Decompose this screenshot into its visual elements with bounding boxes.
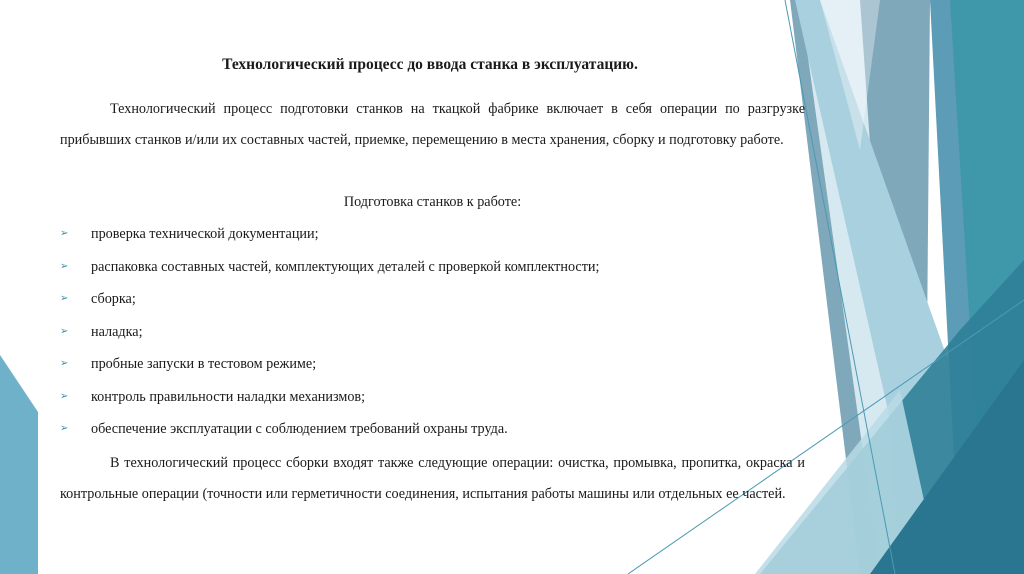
- list-item-text: сборка;: [91, 291, 136, 307]
- section-subtitle: Подготовка станков к работе:: [343, 194, 522, 210]
- list-item: [60, 251, 805, 284]
- list-item: [60, 218, 805, 251]
- left-accent-strip: [0, 355, 38, 574]
- arrow-bullet-icon: ➢: [60, 325, 69, 337]
- arrow-bullet-icon: ➢: [60, 260, 69, 272]
- list-item: [60, 413, 805, 446]
- list-item-text: наладка;: [91, 323, 143, 340]
- list-item: [60, 316, 805, 349]
- arrow-bullet-icon: ➢: [60, 423, 69, 434]
- intro-paragraph: Технологический процесс подготовки станков на ткацкой фабрике включает в себя операции по разгрузке прибывших станков и/или их составных частей, приемке, перемещению в места хранения, сборку и подготовку работе.: [60, 101, 805, 148]
- arrow-bullet-icon: ➢: [60, 390, 69, 402]
- list-item-text: контроль правильности наладки механизмов;: [91, 388, 366, 405]
- arrow-bullet-icon: ➢: [60, 228, 69, 239]
- list-item-text: обеспечение эксплуатации с соблюдением требований охраны труда.: [91, 421, 508, 437]
- list-item-text: пробные запуски в тестовом режиме;: [91, 356, 317, 372]
- slide-title: Технологический процесс до ввода станка в эксплуатацию.: [222, 56, 638, 73]
- list-item-text: проверка технической документации;: [91, 226, 319, 242]
- arrow-bullet-icon: ➢: [60, 293, 69, 304]
- list-item: [60, 348, 805, 381]
- list-item: [60, 283, 805, 316]
- bullet-list: [60, 218, 805, 446]
- arrow-bullet-icon: ➢: [60, 358, 69, 369]
- closing-paragraph: В технологический процесс сборки входят также следующие операции: очистка, промывка, пропитка, окраска и контрольные операции (точности или герметичности соединения, испытания работы машины или отдельных ее частей.: [60, 455, 805, 502]
- list-item: [60, 381, 805, 414]
- list-item-text: распаковка составных частей, комплектующих деталей с проверкой комплектности;: [91, 258, 600, 275]
